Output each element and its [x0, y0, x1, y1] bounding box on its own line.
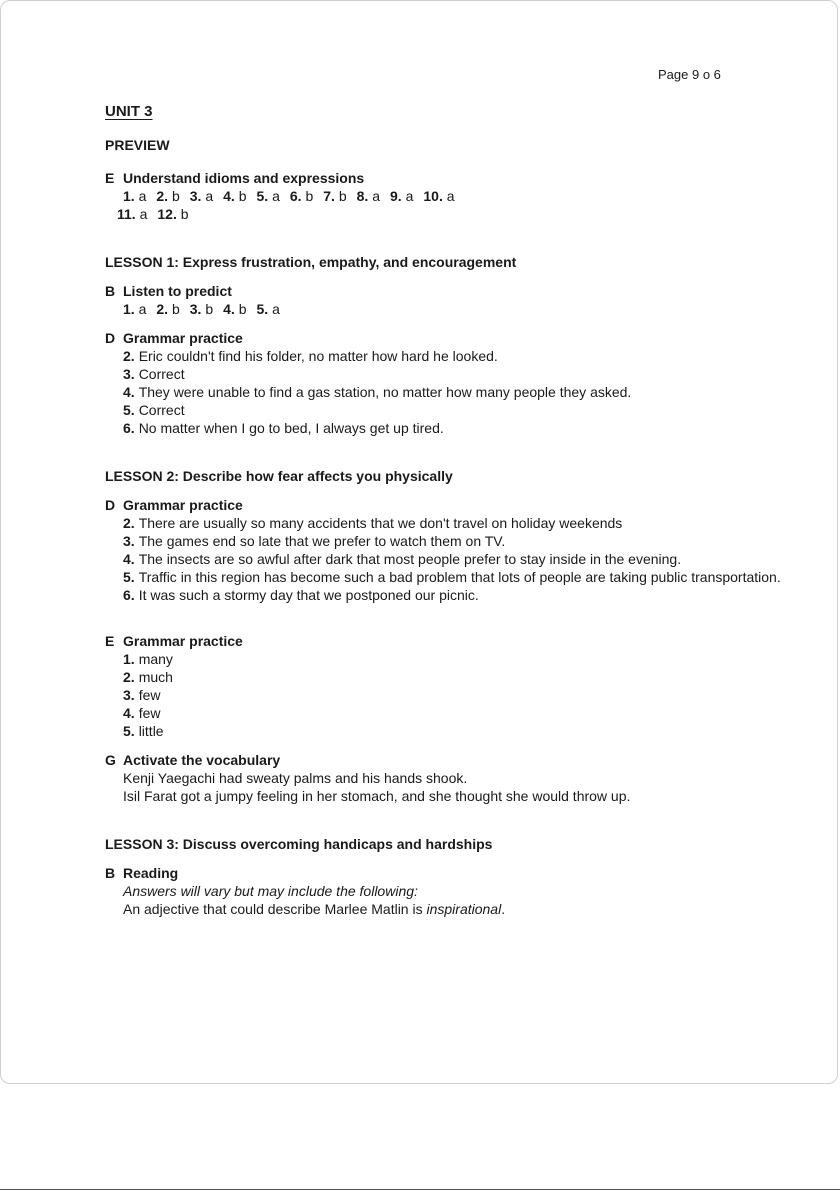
- answer-item: [157, 205, 188, 223]
- list-item: [123, 586, 805, 604]
- answer-letter: b: [238, 188, 247, 204]
- answer-number: 12.: [157, 206, 177, 222]
- answer-item: [423, 187, 454, 205]
- answer-number: 7.: [323, 188, 335, 204]
- list-item: [123, 550, 805, 568]
- item-text: Correct: [138, 366, 185, 382]
- list-item: [123, 686, 805, 704]
- lesson-1-section-d: [105, 329, 805, 437]
- answer-item: [390, 187, 413, 205]
- list-item: [123, 568, 805, 586]
- answer-list: [105, 650, 805, 740]
- section-title: Understand idioms and expressions: [123, 170, 365, 186]
- item-text: The games end so late that we prefer to watch them on TV.: [138, 533, 506, 549]
- answer-row: [117, 205, 805, 223]
- section-letter: E: [105, 633, 115, 649]
- answer-item: [290, 187, 313, 205]
- list-item: [123, 365, 805, 383]
- answer-item: [323, 187, 346, 205]
- item-text: The insects are so awful after dark that most people prefer to stay inside in the evening.: [138, 551, 682, 567]
- lesson-2-section-d: [105, 496, 805, 604]
- item-number: 3.: [123, 533, 135, 549]
- item-text: many: [138, 651, 173, 667]
- unit-title: UNIT 3: [105, 103, 153, 120]
- section-title: Listen to predict: [123, 283, 232, 299]
- item-number: 2.: [123, 348, 135, 364]
- answer-list: [105, 347, 805, 437]
- section-letter: E: [105, 170, 115, 186]
- section-letter: B: [105, 865, 116, 881]
- answer-item: [123, 300, 146, 318]
- item-text: No matter when I go to bed, I always get up tired.: [138, 420, 444, 436]
- section-heading: [105, 496, 805, 514]
- item-number: 1.: [123, 651, 135, 667]
- bottom-rule: [0, 1189, 840, 1190]
- answer-row: [123, 187, 805, 205]
- item-number: 6.: [123, 587, 135, 603]
- answer-item: [190, 300, 213, 318]
- item-number: 3.: [123, 366, 135, 382]
- item-number: 4.: [123, 384, 135, 400]
- answer-number: 6.: [289, 188, 302, 204]
- answer-letter: a: [446, 188, 455, 204]
- reading-answer: [123, 900, 805, 918]
- reading-answer-emphasis: inspirational: [426, 901, 502, 917]
- list-item: [123, 532, 805, 550]
- item-text: few: [138, 687, 161, 703]
- item-text: It was such a stormy day that we postponed our picnic.: [138, 587, 479, 603]
- answer-letter: b: [171, 301, 180, 317]
- section-title: Grammar practice: [123, 330, 243, 346]
- item-number: 3.: [123, 687, 135, 703]
- answer-item: [123, 187, 146, 205]
- answer-letter: a: [139, 206, 148, 222]
- lesson-3-title: LESSON 3: Discuss overcoming handicaps and hardships: [105, 836, 493, 852]
- item-number: 5.: [123, 723, 135, 739]
- item-number: 4.: [123, 705, 135, 721]
- lesson-3-section-b: [105, 864, 805, 918]
- vocab-line: Kenji Yaegachi had sweaty palms and his hands shook.: [123, 770, 468, 786]
- item-number: 5.: [123, 402, 135, 418]
- answer-letter: a: [138, 301, 147, 317]
- lesson-2-section-e: [105, 632, 805, 740]
- answer-item: [117, 205, 147, 223]
- reading-note: Answers will vary but may include the following:: [123, 883, 418, 899]
- answer-number: 2.: [156, 188, 169, 204]
- list-item: [123, 347, 805, 365]
- answer-item: [156, 187, 179, 205]
- answer-number: 3.: [189, 301, 202, 317]
- answer-number: 9.: [390, 188, 402, 204]
- answer-number: 8.: [356, 188, 369, 204]
- answer-letter: a: [272, 301, 280, 317]
- section-letter: D: [105, 497, 116, 513]
- section-heading: [105, 751, 805, 769]
- item-number: 5.: [123, 569, 135, 585]
- section-title: Reading: [123, 865, 179, 881]
- answer-item: [156, 300, 179, 318]
- section-heading: [105, 329, 805, 347]
- answer-letter: b: [338, 188, 347, 204]
- list-item: [123, 419, 805, 437]
- list-item: [123, 650, 805, 668]
- page-number: Page 9 o 6: [658, 67, 721, 82]
- answer-letter: a: [205, 188, 214, 204]
- answer-letter: a: [138, 188, 147, 204]
- item-number: 6.: [123, 420, 135, 436]
- item-text: They were unable to find a gas station, no matter how many people they asked.: [138, 384, 632, 400]
- section-letter: D: [105, 330, 116, 346]
- answer-number: 1.: [123, 188, 135, 204]
- answer-number: 10.: [423, 188, 443, 204]
- item-text: much: [138, 669, 173, 685]
- reading-answer-suffix: .: [501, 901, 506, 917]
- answer-letter: b: [238, 301, 247, 317]
- lesson-2-section-g: [105, 751, 805, 805]
- section-heading: [105, 864, 805, 882]
- answer-number: 5.: [256, 188, 269, 204]
- answer-item: [357, 187, 380, 205]
- section-title: Activate the vocabulary: [123, 752, 281, 768]
- lesson-1-section-b: [105, 282, 805, 318]
- answer-number: 4.: [223, 301, 235, 317]
- preview-section-e: [105, 169, 805, 223]
- answer-number: 5.: [256, 301, 269, 317]
- item-number: 2.: [123, 669, 135, 685]
- item-text: There are usually so many accidents that we don't travel on holiday weekends: [138, 515, 623, 531]
- answer-item: [257, 300, 280, 318]
- answer-number: 4.: [223, 188, 235, 204]
- list-item: [123, 668, 805, 686]
- item-number: 2.: [123, 515, 135, 531]
- answer-number: 3.: [189, 188, 202, 204]
- lesson-2-title: LESSON 2: Describe how fear affects you physically: [105, 468, 453, 484]
- list-item: [123, 704, 805, 722]
- answer-letter: b: [180, 206, 189, 222]
- answer-row: [123, 300, 805, 318]
- section-letter: B: [105, 283, 116, 299]
- answer-item: [223, 300, 246, 318]
- item-text: few: [138, 705, 161, 721]
- section-title: Grammar practice: [123, 497, 243, 513]
- item-text: Correct: [138, 402, 185, 418]
- item-number: 4.: [123, 551, 135, 567]
- answer-item: [223, 187, 246, 205]
- answer-letter: b: [205, 301, 214, 317]
- answer-letter: a: [372, 188, 380, 204]
- section-heading: [105, 169, 805, 187]
- lesson-1-title: LESSON 1: Express frustration, empathy, and encouragement: [105, 254, 517, 270]
- section-letter: G: [105, 752, 116, 768]
- answer-number: 1.: [123, 301, 135, 317]
- answer-letter: b: [171, 188, 180, 204]
- vocab-line: Isil Farat got a jumpy feeling in her stomach, and she thought she would throw up.: [123, 788, 631, 804]
- answer-list: [105, 514, 805, 604]
- answer-letter: a: [272, 188, 280, 204]
- section-heading: [105, 282, 805, 300]
- list-item: [123, 401, 805, 419]
- answer-number: 11.: [117, 206, 136, 222]
- reading-answer-text: An adjective that could describe Marlee Matlin is: [123, 901, 427, 917]
- list-item: [123, 383, 805, 401]
- preview-heading: PREVIEW: [105, 137, 170, 153]
- list-item: [123, 722, 805, 740]
- answer-number: 2.: [156, 301, 169, 317]
- answer-item: [257, 187, 280, 205]
- answer-item: [190, 187, 213, 205]
- list-item: [123, 514, 805, 532]
- answer-letter: b: [305, 188, 314, 204]
- answer-letter: a: [405, 188, 414, 204]
- item-text: little: [138, 723, 164, 739]
- section-title: Grammar practice: [123, 633, 243, 649]
- item-text: Traffic in this region has become such a bad problem that lots of people are taking public transportation.: [138, 569, 781, 585]
- item-text: Eric couldn't find his folder, no matter how hard he looked.: [138, 348, 498, 364]
- section-heading: [105, 632, 805, 650]
